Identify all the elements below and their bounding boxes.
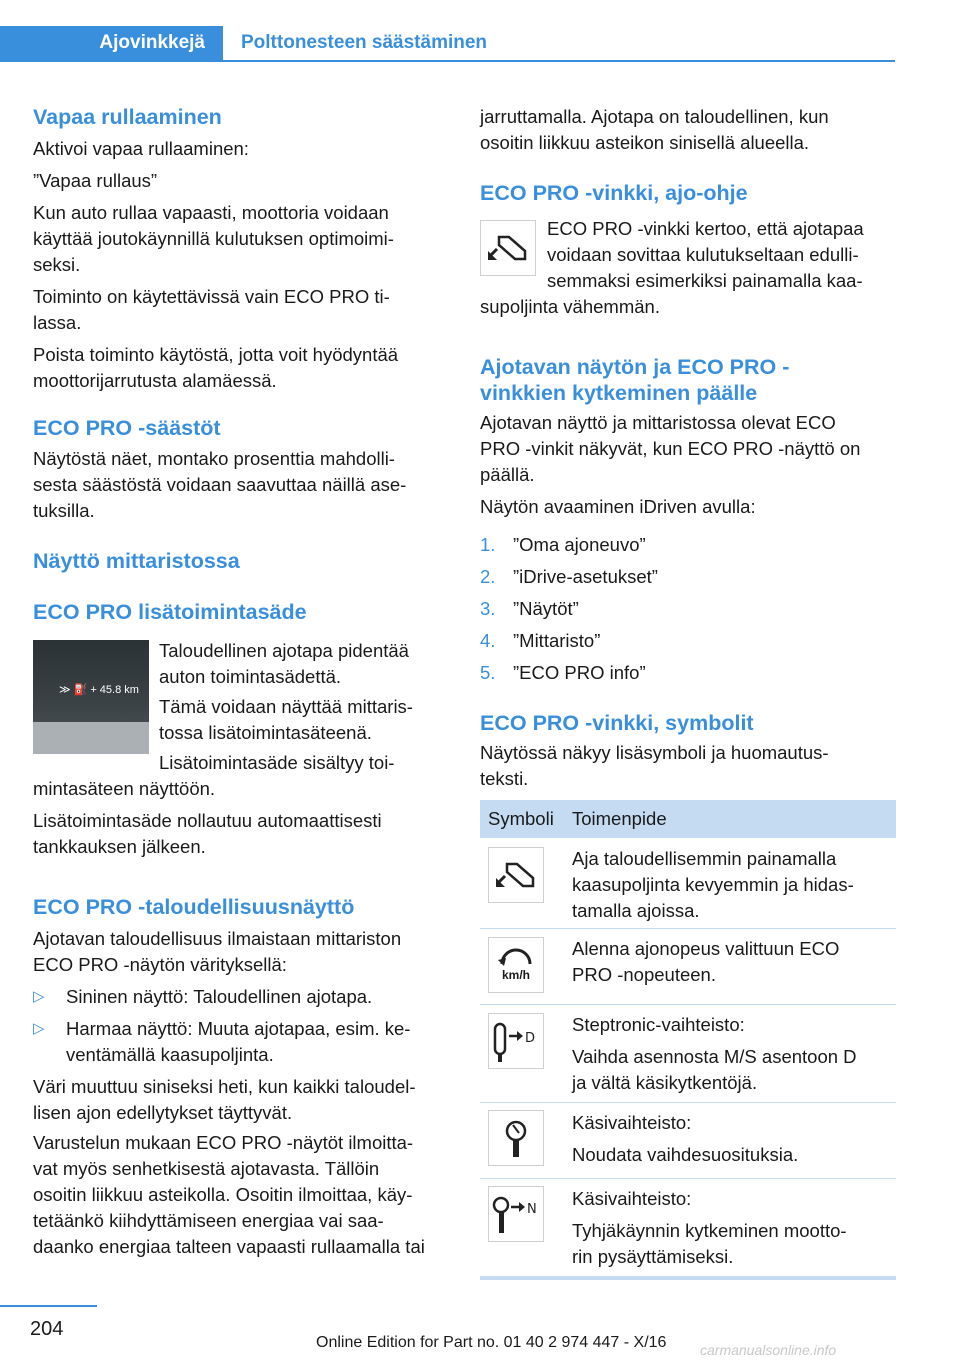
- page-number: 204: [30, 1318, 64, 1340]
- paragraph: Kun auto rullaa vapaasti, moottoria voidaan käyttää joutokäynnillä kulutuksen optimoimi- seksi.: [33, 202, 394, 275]
- paragraph: Väri muuttuu siniseksi heti, kun kaikki taloudel- lisen ajon edellytykset täyttyvät.: [33, 1076, 416, 1123]
- bullet-triangle-icon: ▷: [33, 988, 45, 1005]
- paragraph: Poista toiminto käytöstä, jotta voit hyödyntää moottorijarrutusta alamäessä.: [33, 344, 399, 391]
- heading-vapaa-rullaaminen: Vapaa rullaaminen: [33, 105, 222, 129]
- paragraph: Toiminto on käytettävissä vain ECO PRO ti- lassa.: [33, 286, 390, 333]
- paragraph: Ajotavan taloudellisuus ilmaistaan mittariston ECO PRO -näytön värityksellä:: [33, 928, 402, 975]
- gear-lever-d-icon: [488, 1013, 544, 1069]
- paragraph: Näytön avaaminen iDriven avulla:: [480, 496, 756, 517]
- edition-note: Online Edition for Part no. 01 40 2 974 447 - X/16: [316, 1334, 667, 1351]
- paragraph: jarruttamalla. Ajotapa on taloudellinen, kun osoitin liikkuu asteikon sinisellä alueella.: [480, 106, 829, 153]
- row-divider: [480, 1004, 896, 1005]
- paragraph: Näytössä näkyy lisäsymboli ja huomautus- teksti.: [480, 742, 829, 789]
- chapter-tab: [223, 26, 895, 62]
- table-cell: Steptronic-vaihteisto:: [572, 1014, 745, 1035]
- page-header: [0, 0, 960, 70]
- paragraph: Ajotavan näyttö ja mittaristossa olevat ECO PRO -vinkit näkyvät, kun ECO PRO -näyttö on päällä.: [480, 412, 861, 485]
- table-header: [480, 800, 896, 838]
- table-cell: Käsivaihteisto:: [572, 1188, 692, 1209]
- row-divider: [480, 1102, 896, 1103]
- display-lower-band: [33, 722, 149, 754]
- heading-eco-pro-saastot: ECO PRO -säästöt: [33, 416, 221, 440]
- heading-naytto-mittaristossa: Näyttö mittaristossa: [33, 549, 240, 573]
- heading-vinkki-symbolit: ECO PRO -vinkki, symbolit: [480, 711, 754, 735]
- paragraph: ”Vapaa rullaus”: [33, 170, 158, 191]
- footer-rule: [0, 1305, 97, 1307]
- table-cell: Vaihda asennosta M/S asentoon D ja vältä käsikytkentöjä.: [572, 1046, 857, 1093]
- pedal-icon: [488, 847, 544, 903]
- heading-lisatoimintasade: ECO PRO lisätoimintasäde: [33, 600, 307, 624]
- pedal-icon: [480, 220, 536, 276]
- paragraph: Lisätoimintasäde sisältyy toi-: [159, 752, 395, 773]
- paragraph: Aktivoi vapaa rullaaminen:: [33, 138, 249, 159]
- svg-text:N: N: [527, 1202, 537, 1217]
- section-tab-label: Ajovinkkejä: [99, 32, 205, 53]
- heading-taloudellisuusnaytto: ECO PRO -taloudellisuusnäyttö: [33, 895, 355, 919]
- row-divider: [480, 928, 896, 929]
- table-cell: Käsivaihteisto:: [572, 1112, 692, 1133]
- heading-vinkki-ajo-ohje: ECO PRO -vinkki, ajo-ohje: [480, 181, 748, 205]
- row-divider: [480, 1178, 896, 1179]
- paragraph: Varustelun mukaan ECO PRO -näytöt ilmoitta- vat myös senhetkisestä ajotavasta. Tällöin osoitin liikkuu asteikolla. Osoitin ilmoittaa, käy- tetäänkö kiihdyttämiseen energiaa vai saa- daanko energiaa talteen vapaasti rullaamalla tai: [33, 1132, 425, 1257]
- table-cell: Noudata vaihdesuosituksia.: [572, 1144, 799, 1165]
- paragraph: Tämä voidaan näyttää mittaris- tossa lisätoimintasäteenä.: [159, 696, 413, 743]
- column-header-symboli: Symboli: [488, 808, 554, 829]
- table-cell: Alenna ajonopeus valittuun ECO PRO -nopeuteen.: [572, 938, 840, 985]
- table-cell: Tyhjäkäynnin kytkeminen mootto- rin pysäyttämiseksi.: [572, 1220, 847, 1267]
- paragraph: ECO PRO -vinkki kertoo, että ajotapaa voidaan sovittaa kulutukseltaan edulli- semmaksi esimerkiksi painamalla kaa-: [547, 218, 864, 291]
- paragraph: supoljinta vähemmän.: [480, 296, 660, 317]
- cluster-display-image: [33, 640, 149, 754]
- paragraph: mintasäteen näyttöön.: [33, 778, 216, 799]
- bullet-triangle-icon: ▷: [33, 1020, 45, 1037]
- paragraph: Lisätoimintasäde nollautuu automaattisesti tankkauksen jälkeen.: [33, 810, 382, 857]
- chapter-tab-label: Polttonesteen säästäminen: [241, 32, 488, 53]
- paragraph: Näytöstä näet, montako prosenttia mahdolli- sesta säästöstä voidaan saavuttaa näillä ase- tuksilla.: [33, 448, 407, 521]
- table-cell: Aja taloudellisemmin painamalla kaasupoljinta kevyemmin ja hidas- tamalla ajoissa.: [572, 848, 854, 921]
- gear-lever-n-icon: [488, 1186, 544, 1242]
- svg-text:D: D: [525, 1031, 536, 1046]
- section-tab: [0, 26, 223, 62]
- table-bottom-border: [480, 1276, 896, 1280]
- range-extension-readout: ≫ ⛽ + 45.8 km: [59, 684, 139, 696]
- speed-kmh-icon: km/h: [488, 937, 544, 993]
- paragraph: Taloudellinen ajotapa pidentää auton toimintasädettä.: [159, 640, 409, 687]
- watermark: carmanualsonline.info: [700, 1342, 837, 1358]
- gear-lever-icon: [488, 1110, 544, 1166]
- heading-kytkeminen-paalle: Ajotavan näytön ja ECO PRO - vinkkien kytkeminen päälle: [480, 355, 790, 405]
- column-header-toimenpide: Toimenpide: [572, 808, 667, 829]
